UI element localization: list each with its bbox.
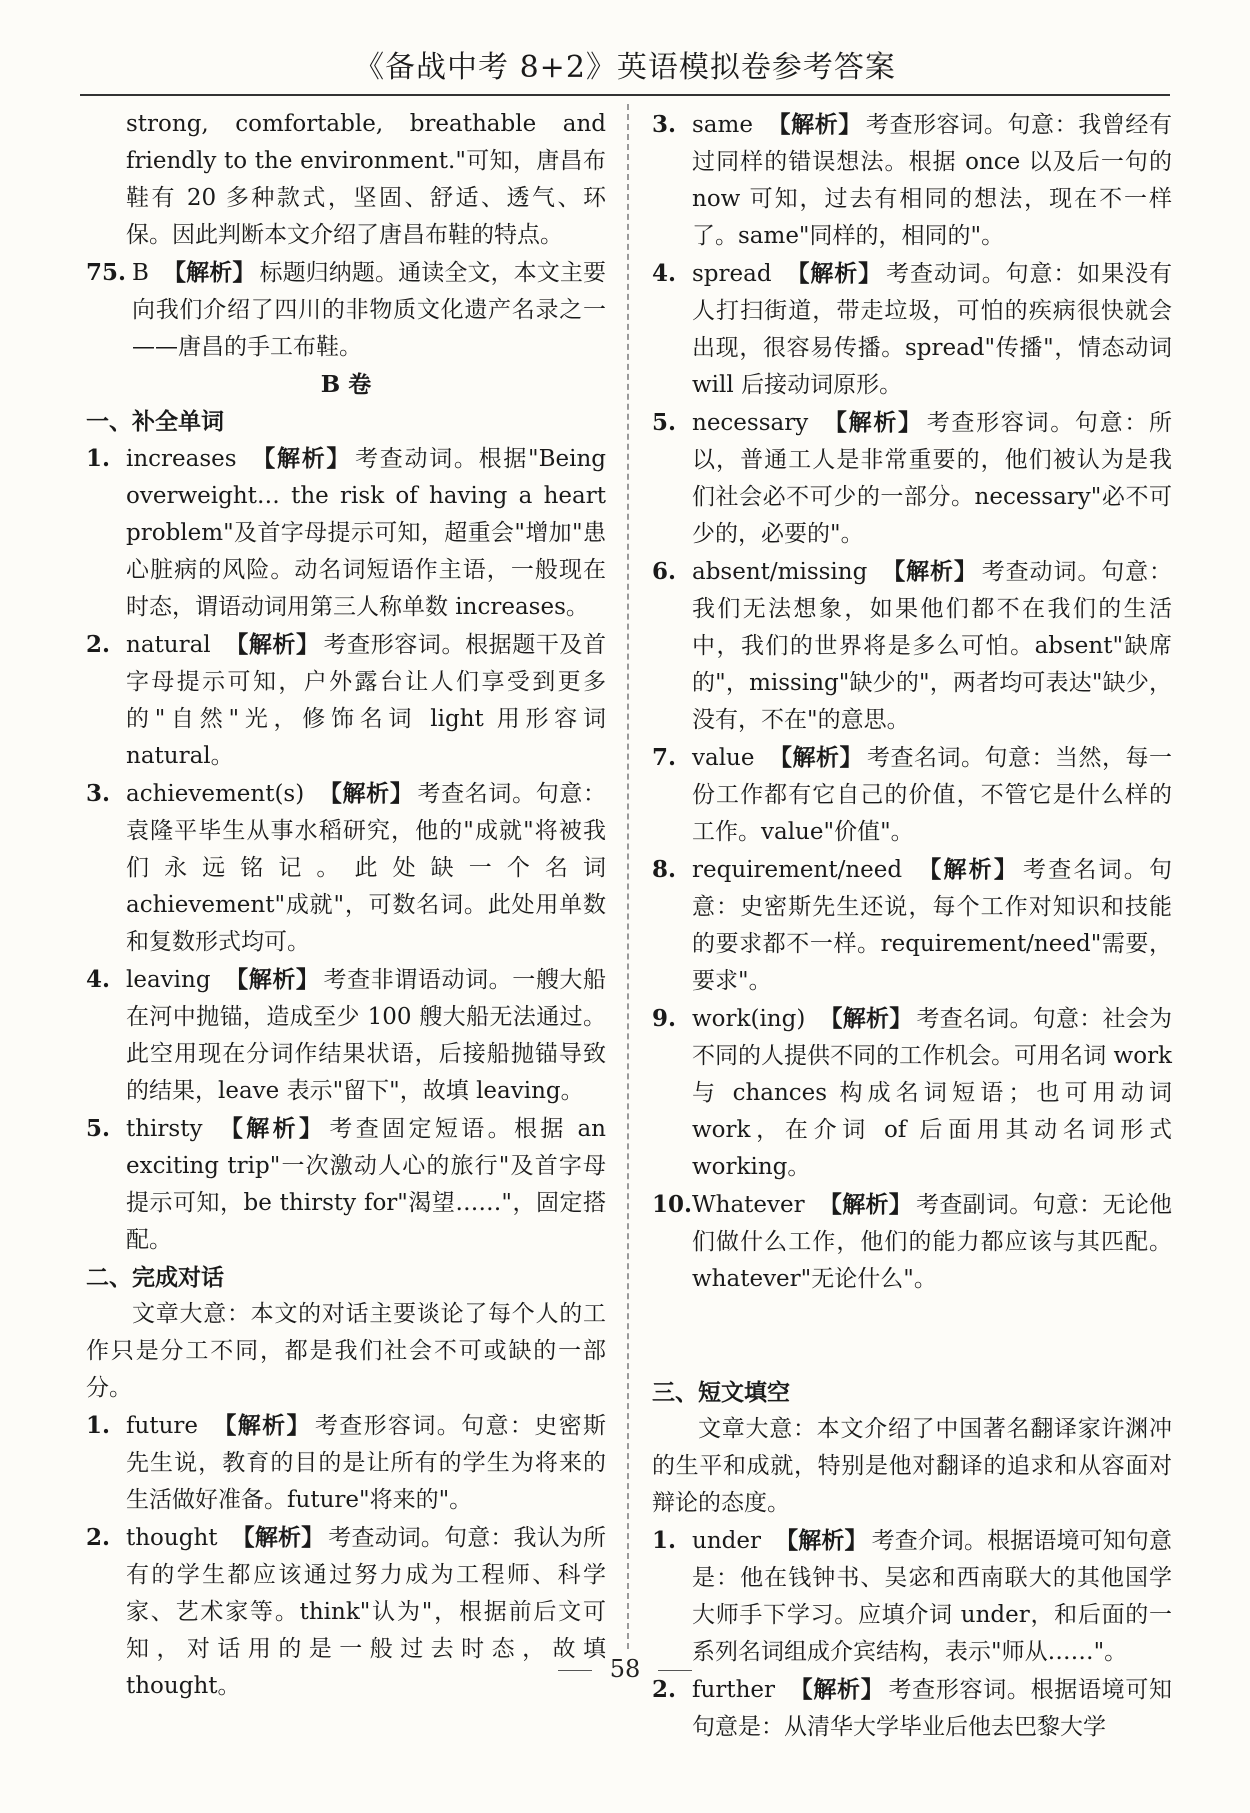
answer-key: work(ing)	[692, 1006, 806, 1032]
answer-item	[652, 739, 1172, 851]
article-summary: 文章大意：本文的对话主要谈论了每个人的工作只是分工不同，都是我们社会不可或缺的一部分。	[86, 1301, 606, 1401]
answer-number: 4.	[86, 966, 111, 993]
answer-number: 1.	[86, 445, 111, 472]
answer-number: 2.	[86, 1524, 111, 1551]
analysis-tag: 【解析】	[819, 1005, 913, 1032]
page-number: 58	[609, 1655, 641, 1683]
right-column	[652, 106, 1172, 1746]
answer-item	[652, 404, 1172, 553]
answer-number: 5.	[652, 409, 677, 436]
answer-key: Whatever	[692, 1192, 805, 1218]
answer-item	[652, 1186, 1172, 1298]
analysis-text: 考查非谓语动词。一艘大船在河中抛锚，造成至少 100 艘大船无法通过。此空用现在分词作结果状语，后接船抛锚导致的结果，leave 表示"留下"，故填 leaving。	[126, 967, 607, 1104]
answer-item	[86, 440, 606, 626]
analysis-tag: 【解析】	[250, 445, 352, 472]
answer-key: further	[692, 1677, 775, 1703]
analysis-text: 考查副词。句意：无论他们做什么工作，他们的能力都应该与其匹配。whatever"无论什么"。	[692, 1192, 1173, 1292]
answer-number: 9.	[652, 1005, 677, 1032]
analysis-tag: 【解析】	[224, 966, 320, 993]
analysis-tag: 【解析】	[881, 558, 978, 585]
analysis-tag: 【解析】	[224, 631, 320, 658]
answer-item	[652, 851, 1172, 1000]
analysis-tag: 【解析】	[231, 1524, 325, 1551]
analysis-text: 考查形容词。句意：所以，普通工人是非常重要的，他们被认为是我们社会必不可少的一部分。necessary"必不可少的，必要的"。	[692, 410, 1173, 547]
analysis-tag: 【解析】	[768, 744, 863, 771]
answer-number: 3.	[652, 111, 677, 138]
analysis-text: 考查形容词。句意：史密斯先生说，教育的目的是让所有的学生为将来的生活做好准备。future"将来的"。	[126, 1413, 606, 1513]
answer-key: thought	[126, 1525, 218, 1551]
analysis-text: 考查形容词。根据语境可知句意是：从清华大学毕业后他去巴黎大学	[692, 1677, 1173, 1740]
article-summary: 文章大意：本文介绍了中国著名翻译家许渊冲的生平和成就，特别是他对翻译的追求和从容面对辩论的态度。	[652, 1416, 1172, 1516]
column-divider	[627, 104, 629, 1649]
analysis-text: 标题归纳题。通读全文，本文主要向我们介绍了四川的非物质文化遗产名录之一——唐昌的手工布鞋。	[132, 260, 607, 360]
analysis-tag: 【解析】	[785, 260, 883, 287]
analysis-tag: 【解析】	[774, 1527, 868, 1554]
answer-item	[652, 106, 1172, 255]
answer-key: requirement/need	[692, 857, 903, 883]
answer-number: 1.	[652, 1527, 677, 1554]
answer-item	[652, 1522, 1172, 1671]
analysis-text: 考查动词。根据"Being overweight… the risk of having a heart problem"及首字母提示可知，超重会"增加"患心脏病的风险。动名词短语作主语，一般现在时态，谓语动词用第三人称单数 increases。	[126, 446, 607, 620]
answer-key: necessary	[692, 410, 809, 436]
answer-74-continuation: strong, comfortable, breathable and friendly to the environment."可知，唐昌布鞋有 20 多种款式，坚固、舒适、透气、环保。因此判断本文介绍了唐昌布鞋的特点。	[126, 111, 606, 248]
answer-item	[652, 1298, 1172, 1336]
answer-number: 1.	[86, 1412, 111, 1439]
answer-number: 2.	[652, 1676, 677, 1703]
answer-key: spread	[692, 261, 772, 287]
answer-item	[86, 775, 606, 961]
analysis-text: 考查介词。根据语境可知句意是：他在钱钟书、吴宓和西南联大的其他国学大师手下学习。应填介词 under，和后面的一系列名词组成介宾结构，表示"师从……"。	[692, 1528, 1173, 1665]
analysis-text: 考查动词。句意：如果没有人打扫街道，带走垃圾，可怕的疾病很快就会出现，很容易传播。spread"传播"，情态动词 will 后接动词原形。	[692, 261, 1173, 398]
answer-item	[652, 1336, 1172, 1374]
answer-key: B	[132, 260, 149, 286]
answer-item	[86, 1407, 606, 1519]
footer-dash	[658, 1670, 692, 1671]
answer-item	[652, 255, 1172, 404]
analysis-tag: 【解析】	[818, 1191, 913, 1218]
header-rule	[80, 94, 1170, 96]
answer-key: future	[126, 1413, 198, 1439]
footer-dash	[558, 1670, 592, 1671]
answer-key: value	[692, 745, 755, 771]
answer-number: 75.	[86, 259, 127, 286]
answer-item	[652, 553, 1172, 739]
analysis-tag: 【解析】	[822, 409, 923, 436]
answer-key: achievement(s)	[126, 781, 305, 807]
answer-key: under	[692, 1528, 761, 1554]
answer-key: same	[692, 112, 753, 138]
page-footer	[0, 1655, 1250, 1683]
answer-key: absent/missing	[692, 559, 868, 585]
analysis-tag: 【解析】	[216, 1115, 326, 1142]
analysis-text: 考查名词。句意：史密斯先生还说，每个工作对知识和技能的要求都不一样。requirement/need"需要，要求"。	[692, 857, 1173, 994]
analysis-tag: 【解析】	[788, 1676, 885, 1703]
answer-number: 4.	[652, 260, 677, 287]
answer-item	[652, 1000, 1172, 1186]
section-heading: 三、短文填空	[652, 1379, 790, 1406]
analysis-text: 考查名词。句意：社会为不同的人提供不同的工作机会。可用名词 work 与 chances 构成名词短语；也可用动词 work，在介词 of 后面用其动名词形式 working。	[692, 1006, 1173, 1180]
analysis-tag: 【解析】	[766, 111, 862, 138]
page-header: 《备战中考 8+2》英语模拟卷参考答案	[354, 50, 896, 85]
answer-item	[86, 961, 606, 1110]
answer-number: 6.	[652, 558, 677, 585]
analysis-text: 考查动词。句意：我们无法想象，如果他们都不在我们的生活中，我们的世界将是多么可怕。absent"缺席的"，missing"缺少的"，两者均可表达"缺少，没有，不在"的意思。	[692, 559, 1173, 733]
answer-item	[86, 626, 606, 775]
answer-item	[86, 1110, 606, 1259]
analysis-tag: 【解析】	[318, 780, 414, 807]
analysis-text: 考查形容词。根据题干及首字母提示可知，户外露台让人们享受到更多的"自然"光，修饰名词 light 用形容词 natural。	[126, 632, 607, 769]
answer-key: thirsty	[126, 1116, 203, 1142]
answer-number: 5.	[86, 1115, 111, 1142]
analysis-text: 考查形容词。句意：我曾经有过同样的错误想法。根据 once 以及后一句的 now 可知，过去有相同的想法，现在不一样了。same"同样的，相同的"。	[692, 112, 1173, 249]
analysis-tag: 【解析】	[162, 259, 256, 286]
left-column	[86, 106, 606, 1705]
answer-number: 3.	[86, 780, 111, 807]
analysis-tag: 【解析】	[916, 856, 1020, 883]
section-title-b: B 卷	[320, 371, 372, 398]
answer-key: increases	[126, 446, 237, 472]
answer-key: leaving	[126, 967, 211, 993]
answer-key: natural	[126, 632, 211, 658]
answer-75	[86, 254, 606, 366]
analysis-tag: 【解析】	[212, 1412, 311, 1439]
analysis-text: 考查名词。句意：袁隆平毕生从事水稻研究，他的"成就"将被我们永远铭记。此处缺一个名词 achievement"成就"，可数名词。此处用单数和复数形式均可。	[126, 781, 607, 955]
answer-number: 10.	[652, 1191, 693, 1218]
answer-number: 7.	[652, 744, 677, 771]
section-heading: 一、补全单词	[86, 408, 224, 435]
analysis-text: 考查固定短语。根据 an exciting trip"一次激动人心的旅行"及首字母提示可知，be thirsty for"渴望……"，固定搭配。	[126, 1116, 606, 1253]
analysis-text: 考查动词。句意：我认为所有的学生都应该通过努力成为工程师、科学家、艺术家等。think"认为"，根据前后文可知，对话用的是一般过去时态，故填 thought。	[126, 1525, 606, 1699]
answer-number: 2.	[86, 631, 111, 658]
section-heading: 二、完成对话	[86, 1264, 224, 1291]
analysis-text: 考查名词。句意：当然，每一份工作都有它自己的价值，不管它是什么样的工作。value"价值"。	[692, 745, 1172, 845]
answer-number: 8.	[652, 856, 677, 883]
